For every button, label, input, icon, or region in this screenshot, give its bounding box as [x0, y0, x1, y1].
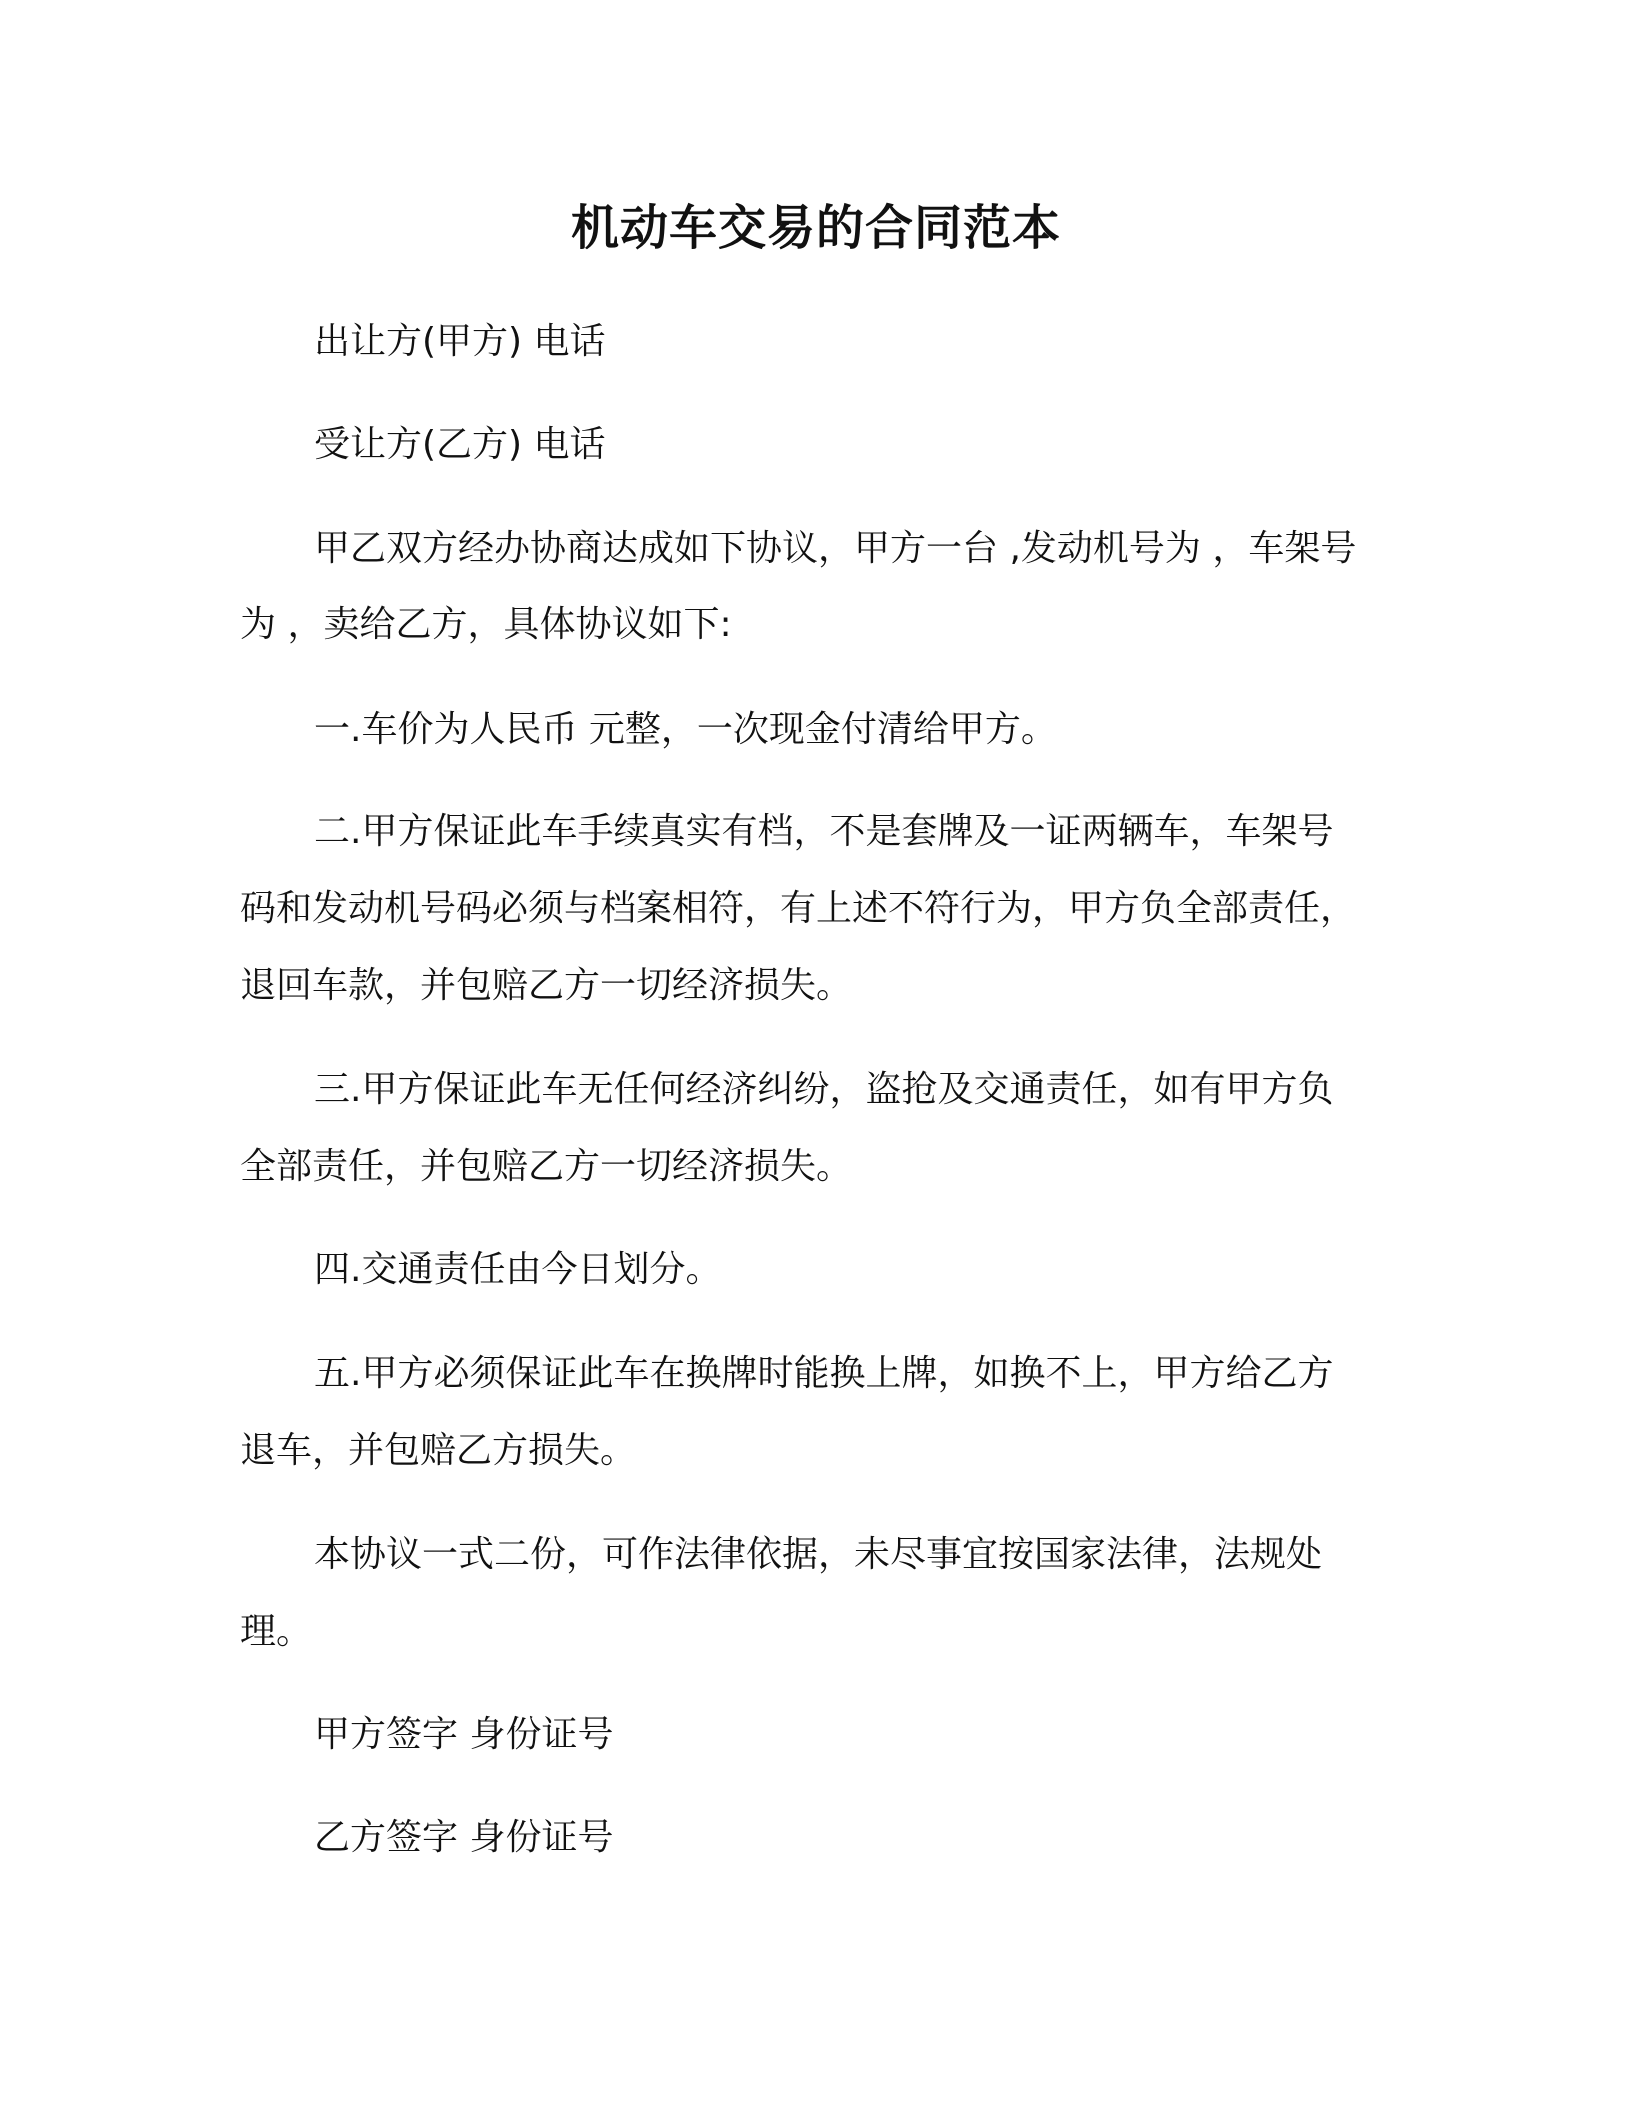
clause-2-line-1: 二.甲方保证此车手续真实有档，不是套牌及一证两辆车，车架号 [314, 811, 1334, 852]
party-a-signature-line: 甲方签字 身份证号 [314, 1714, 614, 1755]
agreement-intro-line-1: 甲乙双方经办协商达成如下协议，甲方一台 ,发动机号为 ，车架号 [314, 528, 1357, 569]
closing-line-2: 理。 [240, 1611, 313, 1652]
clause-5-line-1: 五.甲方必须保证此车在换牌时能换上牌，如换不上，甲方给乙方 [314, 1353, 1334, 1394]
clause-1-line-1: 一.车价为人民币 元整，一次现金付清给甲方。 [314, 709, 1057, 750]
clause-2-line-2: 码和发动机号码必须与档案相符，有上述不符行为，甲方负全部责任， [240, 888, 1357, 929]
closing-line-1: 本协议一式二份，可作法律依据，未尽事宜按国家法律，法规处 [314, 1534, 1323, 1575]
clause-2-line-3: 退回车款，并包赔乙方一切经济损失。 [240, 965, 853, 1006]
clause-5-line-2: 退车，并包赔乙方损失。 [240, 1430, 637, 1471]
seller-phone-line: 出让方(甲方) 电话 [314, 321, 606, 362]
clause-4-line-1: 四.交通责任由今日划分。 [314, 1249, 722, 1290]
clause-3-line-1: 三.甲方保证此车无任何经济纠纷，盗抢及交通责任，如有甲方负 [314, 1069, 1334, 1110]
buyer-phone-line: 受让方(乙方) 电话 [314, 424, 606, 465]
party-b-signature-line: 乙方签字 身份证号 [314, 1817, 614, 1858]
agreement-intro-line-2: 为 ，卖给乙方，具体协议如下: [240, 604, 732, 645]
clause-3-line-2: 全部责任，并包赔乙方一切经济损失。 [240, 1146, 853, 1187]
document-title: 机动车交易的合同范本 [570, 200, 1061, 256]
